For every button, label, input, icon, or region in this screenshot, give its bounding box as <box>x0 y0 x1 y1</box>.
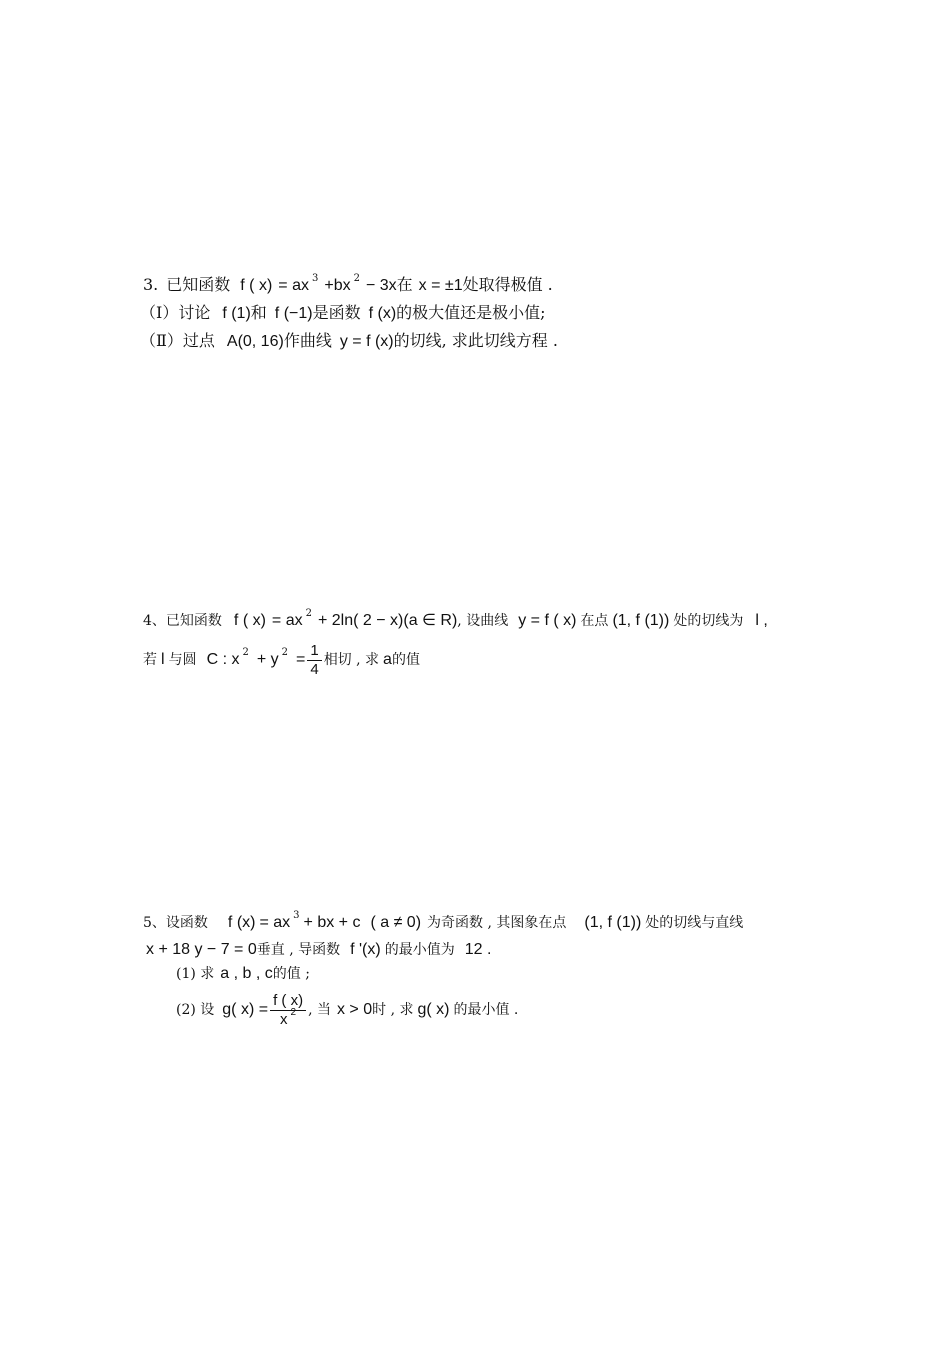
problem3-part2-point: A(0, 16) <box>226 333 284 350</box>
problem5-odd: 为奇函数 , 其图象在点 <box>427 915 567 931</box>
problem5-expr-b: + bx + c <box>303 914 361 931</box>
problem3-statement <box>143 275 553 296</box>
problem5-frac-den-exp: 2 <box>290 1006 297 1018</box>
problem4-frac-num: 1 <box>307 642 321 661</box>
problem3-plus-bx: +bx <box>324 277 351 294</box>
problem4-point: (1, f (1)) <box>612 612 670 629</box>
problem3-exp2: 2 <box>353 273 360 284</box>
problem4-circle-exp1: 2 <box>242 647 249 658</box>
problem4-expr-b: + 2ln( 2 − x)(a ∈ R) <box>317 612 458 629</box>
problem3-at: 在 <box>396 275 413 294</box>
problem3-fx: f ( x) <box>240 277 273 294</box>
problem4-at-point: 在点 <box>580 613 609 629</box>
problem4-expr-a: = ax <box>271 612 303 629</box>
problem5-sub2-cond: x > 0 <box>336 1001 373 1018</box>
problem4-l: l , <box>755 612 768 629</box>
problem4-tangent: 处的切线为 <box>673 613 744 629</box>
problem4-line2-circle: 与圆 <box>168 652 197 668</box>
problem5-sub2 <box>176 988 518 1032</box>
problem3-part2-tail: 的切线, 求此切线方程 . <box>393 331 558 350</box>
problem4-circle-exp2: 2 <box>281 647 288 658</box>
problem4-number: 4、已知函数 <box>143 613 222 629</box>
problem4-line2 <box>143 639 420 681</box>
problem5-number: 5、设函数 <box>143 915 208 931</box>
problem5-line2-perp: 垂直 , 导函数 <box>256 942 341 958</box>
problem4-curve: y = f ( x) <box>518 612 577 629</box>
problem3-part1-fx: f (x) <box>368 305 397 322</box>
problem5-frac-den-wrap <box>270 1006 306 1029</box>
problem5-sub1-tail: 的值 ; <box>272 966 310 982</box>
problem5-tangent: 处的切线与直线 <box>645 915 744 931</box>
problem3-part1-fm1: f (−1) <box>274 305 313 322</box>
problem5-sub2-tail: 的最小值 . <box>453 1002 519 1018</box>
problem3-minus3x: − 3x <box>365 277 397 294</box>
problem5-sub2-gx: g( x) <box>417 1001 450 1018</box>
problem5-fx: f (x) <box>227 914 256 931</box>
problem5-sub2-label: (2) 设 <box>176 1002 215 1018</box>
problem4-line2-prefix: 若 <box>143 652 157 668</box>
problem4-line2-l: l <box>161 651 165 668</box>
problem4-exp2: 2 <box>305 608 312 619</box>
problem4-frac-den: 4 <box>310 660 319 678</box>
problem5-exp3: 3 <box>293 910 300 921</box>
problem5-line2-min: 的最小值为 <box>384 942 455 958</box>
problem4-tangent-to: 相切 , 求 <box>323 652 380 668</box>
problem3-part1-tail: 的极大值还是极小值; <box>396 303 546 322</box>
problem5-sub2-mid: 时 , 求 <box>372 1002 414 1018</box>
problem5-frac-num: f ( x) <box>270 992 306 1011</box>
problem5-frac-den: x <box>280 1010 288 1028</box>
problem4-tail: 的值 <box>391 652 420 668</box>
problem3-part1-f1: f (1) <box>222 305 251 322</box>
problem4-circle-eq: = <box>296 651 306 668</box>
problem3-number: 3. <box>143 275 159 294</box>
problem5-statement <box>143 910 744 933</box>
problem3-part2-label: （Ⅱ）过点 <box>140 331 215 350</box>
problem4-a: a <box>383 651 392 668</box>
problem5-sub1-label: (1) 求 <box>176 966 215 982</box>
problem5-sub1-vars: a , b , c <box>220 965 273 982</box>
problem4-set-curve: , 设曲线 <box>457 613 509 629</box>
problem5-sub2-g: g( x) = <box>222 1001 269 1018</box>
problem4-statement <box>143 608 768 631</box>
problem3-part1 <box>140 303 546 324</box>
problem5-line2-val: 12 . <box>464 941 492 958</box>
problem3-cond: x = ±1 <box>418 277 463 294</box>
problem3-tail: 处取得极值 . <box>462 275 553 294</box>
problem3-part1-label: （Ⅰ）讨论 <box>140 303 211 322</box>
problem5-fraction <box>270 992 306 1029</box>
problem3-part1-is: 是函数 <box>312 303 361 322</box>
problem3-part2 <box>140 331 558 352</box>
problem5-line2-eq: x + 18 y − 7 = 0 <box>146 941 257 958</box>
problem5-sub2-when: , 当 <box>308 1002 331 1018</box>
problem3-part1-and: 和 <box>250 303 267 322</box>
problem5-sub1 <box>176 964 310 984</box>
problem4-fx: f ( x) <box>233 612 266 629</box>
problem5-cond: ( a ≠ 0) <box>370 914 422 931</box>
problem3-part2-mid: 作曲线 <box>283 331 332 350</box>
problem5-line2 <box>146 940 491 960</box>
problem3-intro: 已知函数 <box>166 275 231 294</box>
problem5-expr-a: = ax <box>259 914 291 931</box>
problem3-exp3: 3 <box>311 273 319 284</box>
problem5-line2-fp: f '(x) <box>350 941 381 958</box>
problem5-point: (1, f (1)) <box>584 914 642 931</box>
problem3-part2-curve: y = f (x) <box>339 333 394 350</box>
problem3-eq: = ax <box>278 277 309 294</box>
problem4-fraction <box>307 642 321 679</box>
problem4-circle-b: + y <box>256 651 279 668</box>
problem4-circle-a: C : x <box>206 651 240 668</box>
